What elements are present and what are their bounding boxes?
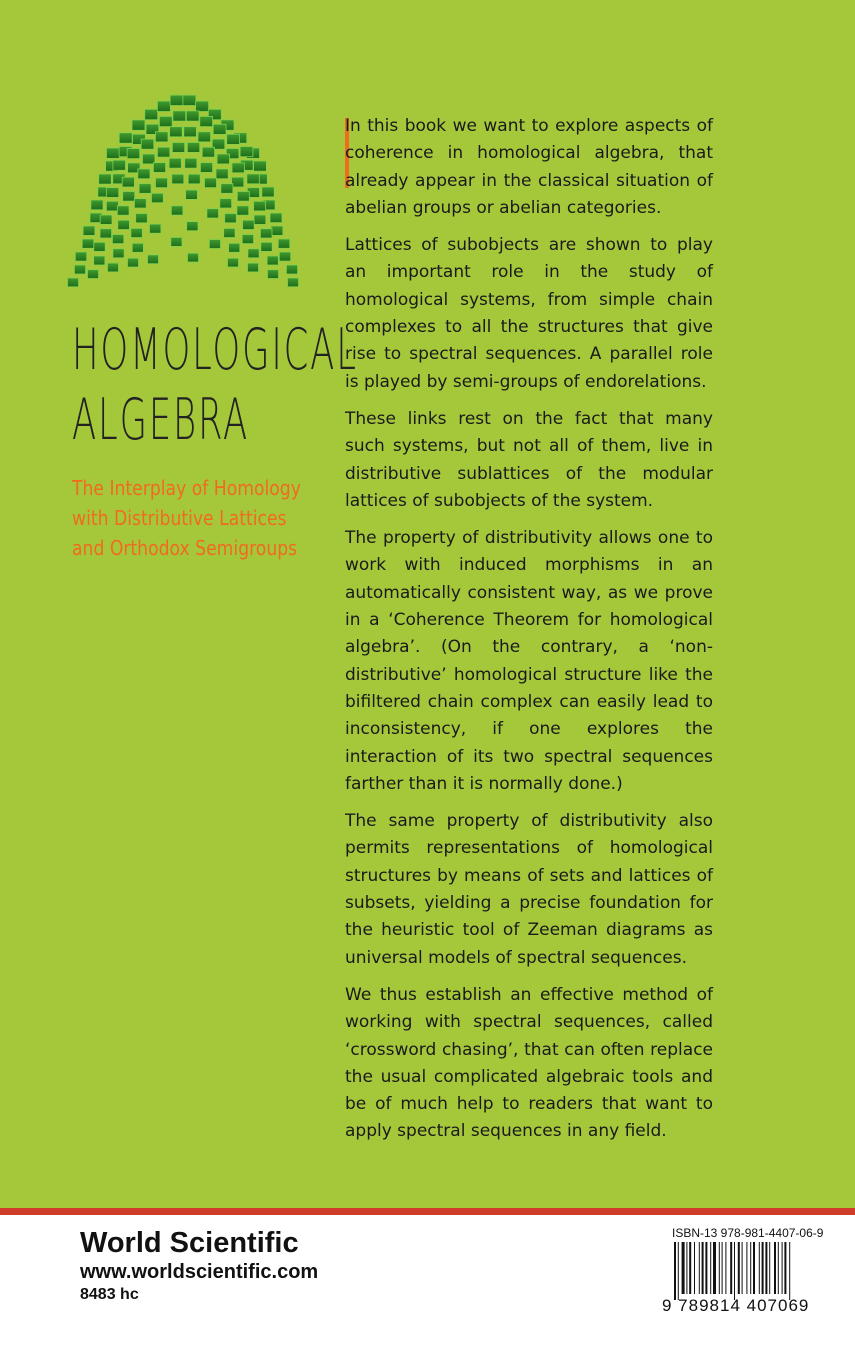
barcode-bar (734, 1242, 735, 1300)
barcode-bar (682, 1242, 685, 1294)
surface-cube (127, 149, 140, 159)
surface-cube (270, 213, 282, 223)
surface-cube (134, 199, 146, 208)
back-cover-blurb (345, 113, 713, 1156)
surface-cube (100, 215, 112, 224)
surface-cube (170, 127, 183, 137)
surface-cube (224, 228, 235, 237)
surface-cube (156, 178, 168, 188)
barcode-bar (705, 1242, 707, 1294)
surface-cube (213, 124, 226, 134)
surface-cube (131, 228, 142, 237)
surface-cube (74, 265, 85, 274)
barcode-bar (699, 1242, 700, 1294)
surface-cube (106, 201, 118, 211)
surface-cube (184, 127, 197, 137)
barcode-bar (713, 1242, 716, 1294)
surface-cube (91, 200, 103, 210)
surface-cube (132, 120, 145, 130)
surface-cube (205, 178, 217, 188)
barcode-bar (753, 1242, 755, 1294)
surface-cube (254, 201, 266, 211)
surface-cube (247, 174, 259, 184)
barcode-bar (742, 1242, 743, 1294)
surface-cube (172, 174, 184, 184)
surface-cube (229, 243, 240, 252)
barcode-bar (738, 1242, 740, 1294)
surface-cube (141, 139, 154, 149)
surface-cube (82, 239, 94, 248)
book-title (72, 315, 358, 455)
barcode-bar (782, 1242, 783, 1294)
title-line-2: ALGEBRA (72, 387, 250, 453)
surface-cube (132, 243, 143, 252)
surface-cube (220, 199, 232, 208)
barcode-bar (789, 1242, 790, 1300)
surface-cube (196, 101, 209, 111)
surface-cube (260, 229, 272, 238)
surface-cube (157, 147, 169, 157)
surface-cube (279, 252, 290, 261)
surface-cube (187, 143, 199, 153)
barcode-bar (674, 1242, 676, 1300)
surface-cube (100, 229, 112, 238)
barcode-bar (746, 1242, 747, 1294)
surface-cube (248, 263, 259, 272)
surface-cube (83, 226, 95, 235)
surface-cube (112, 235, 123, 244)
surface-cube (288, 278, 299, 287)
surface-cube (185, 158, 197, 168)
surface-cube (170, 95, 183, 105)
surface-cube (198, 132, 211, 142)
surface-cube (188, 174, 200, 184)
surface-cube (207, 209, 219, 218)
surface-cube (68, 278, 79, 287)
barcode-bar (765, 1242, 767, 1294)
surface-cube (155, 132, 168, 142)
barcode-bar (689, 1242, 691, 1294)
surface-cube (254, 161, 267, 171)
surface-cube (145, 109, 158, 119)
surface-cube (169, 158, 181, 168)
barcode-bar (719, 1242, 720, 1294)
publisher-name: World Scientific (80, 1227, 299, 1259)
barcode-bar (762, 1242, 764, 1294)
surface-cube (157, 101, 170, 111)
barcode-bar (678, 1242, 679, 1300)
surface-cube (286, 265, 297, 274)
surface-cube (242, 235, 253, 244)
surface-cube (122, 177, 134, 187)
surface-cube (172, 143, 184, 153)
surface-cube (88, 270, 99, 279)
surface-cube (152, 193, 164, 202)
barcode-bar (686, 1242, 687, 1294)
blurb-paragraph-1: In this book we want to explore aspects of coherence in homological algebra, that already appear in the classical situation of abelian groups or abelian categories. (345, 116, 713, 218)
publisher-url: www.worldscientific.com (80, 1261, 319, 1283)
barcode-bar (784, 1242, 786, 1294)
product-code: 8483 hc (80, 1286, 139, 1303)
surface-cube (139, 184, 151, 194)
surface-cube (107, 188, 119, 198)
subtitle-line-3: and Orthodox Semigroups (72, 536, 298, 560)
surface-cube (248, 249, 259, 258)
surface-cube (237, 206, 249, 215)
surface-cube (183, 95, 196, 105)
surface-cube (118, 220, 130, 229)
surface-cube (113, 249, 124, 258)
surface-cube (228, 258, 239, 267)
surface-cube (240, 147, 253, 157)
barcode-digits: 9 789814 407069 (662, 1296, 810, 1315)
surface-cube (148, 255, 159, 264)
surface-cube (171, 237, 182, 246)
surface-cube (200, 116, 213, 126)
surface-cube (187, 222, 198, 231)
surface-cube (94, 242, 105, 251)
blurb-paragraph-6: We thus establish an effective method of working with spectral sequences, called ‘crossword chasing’, that can often replace the usual complicated algebraic tools and be of much help to readers that want to apply spectral sequences in any field. (345, 984, 713, 1142)
surface-cube (108, 263, 119, 272)
surface-cube (261, 242, 272, 251)
surface-cube (159, 116, 172, 126)
barcode-bar (722, 1242, 723, 1294)
surface-cube (128, 258, 139, 267)
surface-cube (173, 111, 186, 121)
surface-cube (123, 192, 135, 202)
surface-cube (117, 206, 129, 215)
surface-cube (221, 184, 233, 194)
surface-cube (188, 253, 199, 262)
surface-cube (186, 190, 198, 199)
barcode-bar (750, 1242, 751, 1294)
surface-cube (216, 169, 228, 179)
surface-cube (262, 187, 274, 197)
surface-cube (267, 256, 278, 265)
surface-cube (138, 169, 150, 179)
surface-cube (150, 224, 161, 233)
barcode-bar (759, 1242, 760, 1294)
surface-cube (171, 206, 183, 215)
surface-cube (75, 252, 86, 261)
surface-cube (200, 163, 212, 173)
surface-cube (136, 214, 148, 223)
barcode-bar (694, 1242, 695, 1294)
barcode (672, 1242, 818, 1300)
surface-cube (227, 134, 240, 144)
surface-cube (237, 192, 249, 202)
barcode-bar (702, 1242, 704, 1294)
barcode-bar (778, 1242, 779, 1294)
surface-cube (202, 147, 214, 157)
surface-cube (232, 163, 244, 173)
surface-cube (268, 270, 279, 279)
divider-rule (0, 1208, 855, 1215)
saddle-surface-illustration (58, 88, 308, 328)
subtitle-line-1: The Interplay of Homology (72, 476, 301, 500)
surface-cube (217, 154, 229, 164)
isbn-label: ISBN-13 978-981-4407-06-9 (672, 1226, 824, 1240)
surface-cube (225, 214, 237, 223)
blurb-paragraph-4: The property of distributivity allows one to work with induced morphisms in an automatically consistent way, as we prove in a ‘Coherence Theorem for homological algebra’. (On the contrary, a ‘non-distributive’ homological structure like the bifiltered chain complex can easily lead to inconsistency, if one explores the interaction of its two spectral sequences farther than it is normally done.) (345, 528, 713, 794)
surface-cube (278, 239, 290, 248)
blurb-paragraph-3: These links rest on the fact that many such systems, but not all of them, live in distributive sublattices of the modular lattices of subobjects of the system. (345, 408, 713, 511)
book-subtitle (72, 473, 301, 563)
surface-cube (186, 111, 199, 121)
surface-cube (254, 215, 266, 224)
surface-cube (209, 240, 220, 249)
blurb-paragraph-2: Lattices of subobjects are shown to play an important role in the study of homological systems, from simple chain complexes to all the structures that give rise to spectral sequences. A parallel role is played by semi-groups of endorelations. (345, 235, 713, 392)
surface-cube (113, 160, 126, 170)
barcode-bar (710, 1242, 711, 1294)
barcode-bar (769, 1242, 770, 1294)
surface-cube (99, 174, 112, 184)
blurb-paragraph-5: The same property of distributivity also permits representations of homological structures by means of sets and lattices of subsets, yielding a precise foundation for the heuristic tool of Zeeman diagrams as universal models of spectral sequences. (345, 811, 713, 968)
surface-cube (107, 148, 120, 158)
barcode-bar (774, 1242, 776, 1294)
barcode-bar (730, 1242, 732, 1294)
surface-cube (243, 220, 255, 229)
title-line-1: HOMOLOGICAL (72, 317, 358, 383)
publisher-block (80, 1226, 318, 1306)
barcode-bar (725, 1242, 726, 1294)
surface-cube (153, 163, 165, 173)
surface-cube (94, 256, 105, 265)
subtitle-line-2: with Distributive Lattices (72, 506, 287, 530)
surface-cube (271, 226, 283, 235)
surface-cube (119, 133, 132, 143)
surface-cube (232, 177, 244, 187)
